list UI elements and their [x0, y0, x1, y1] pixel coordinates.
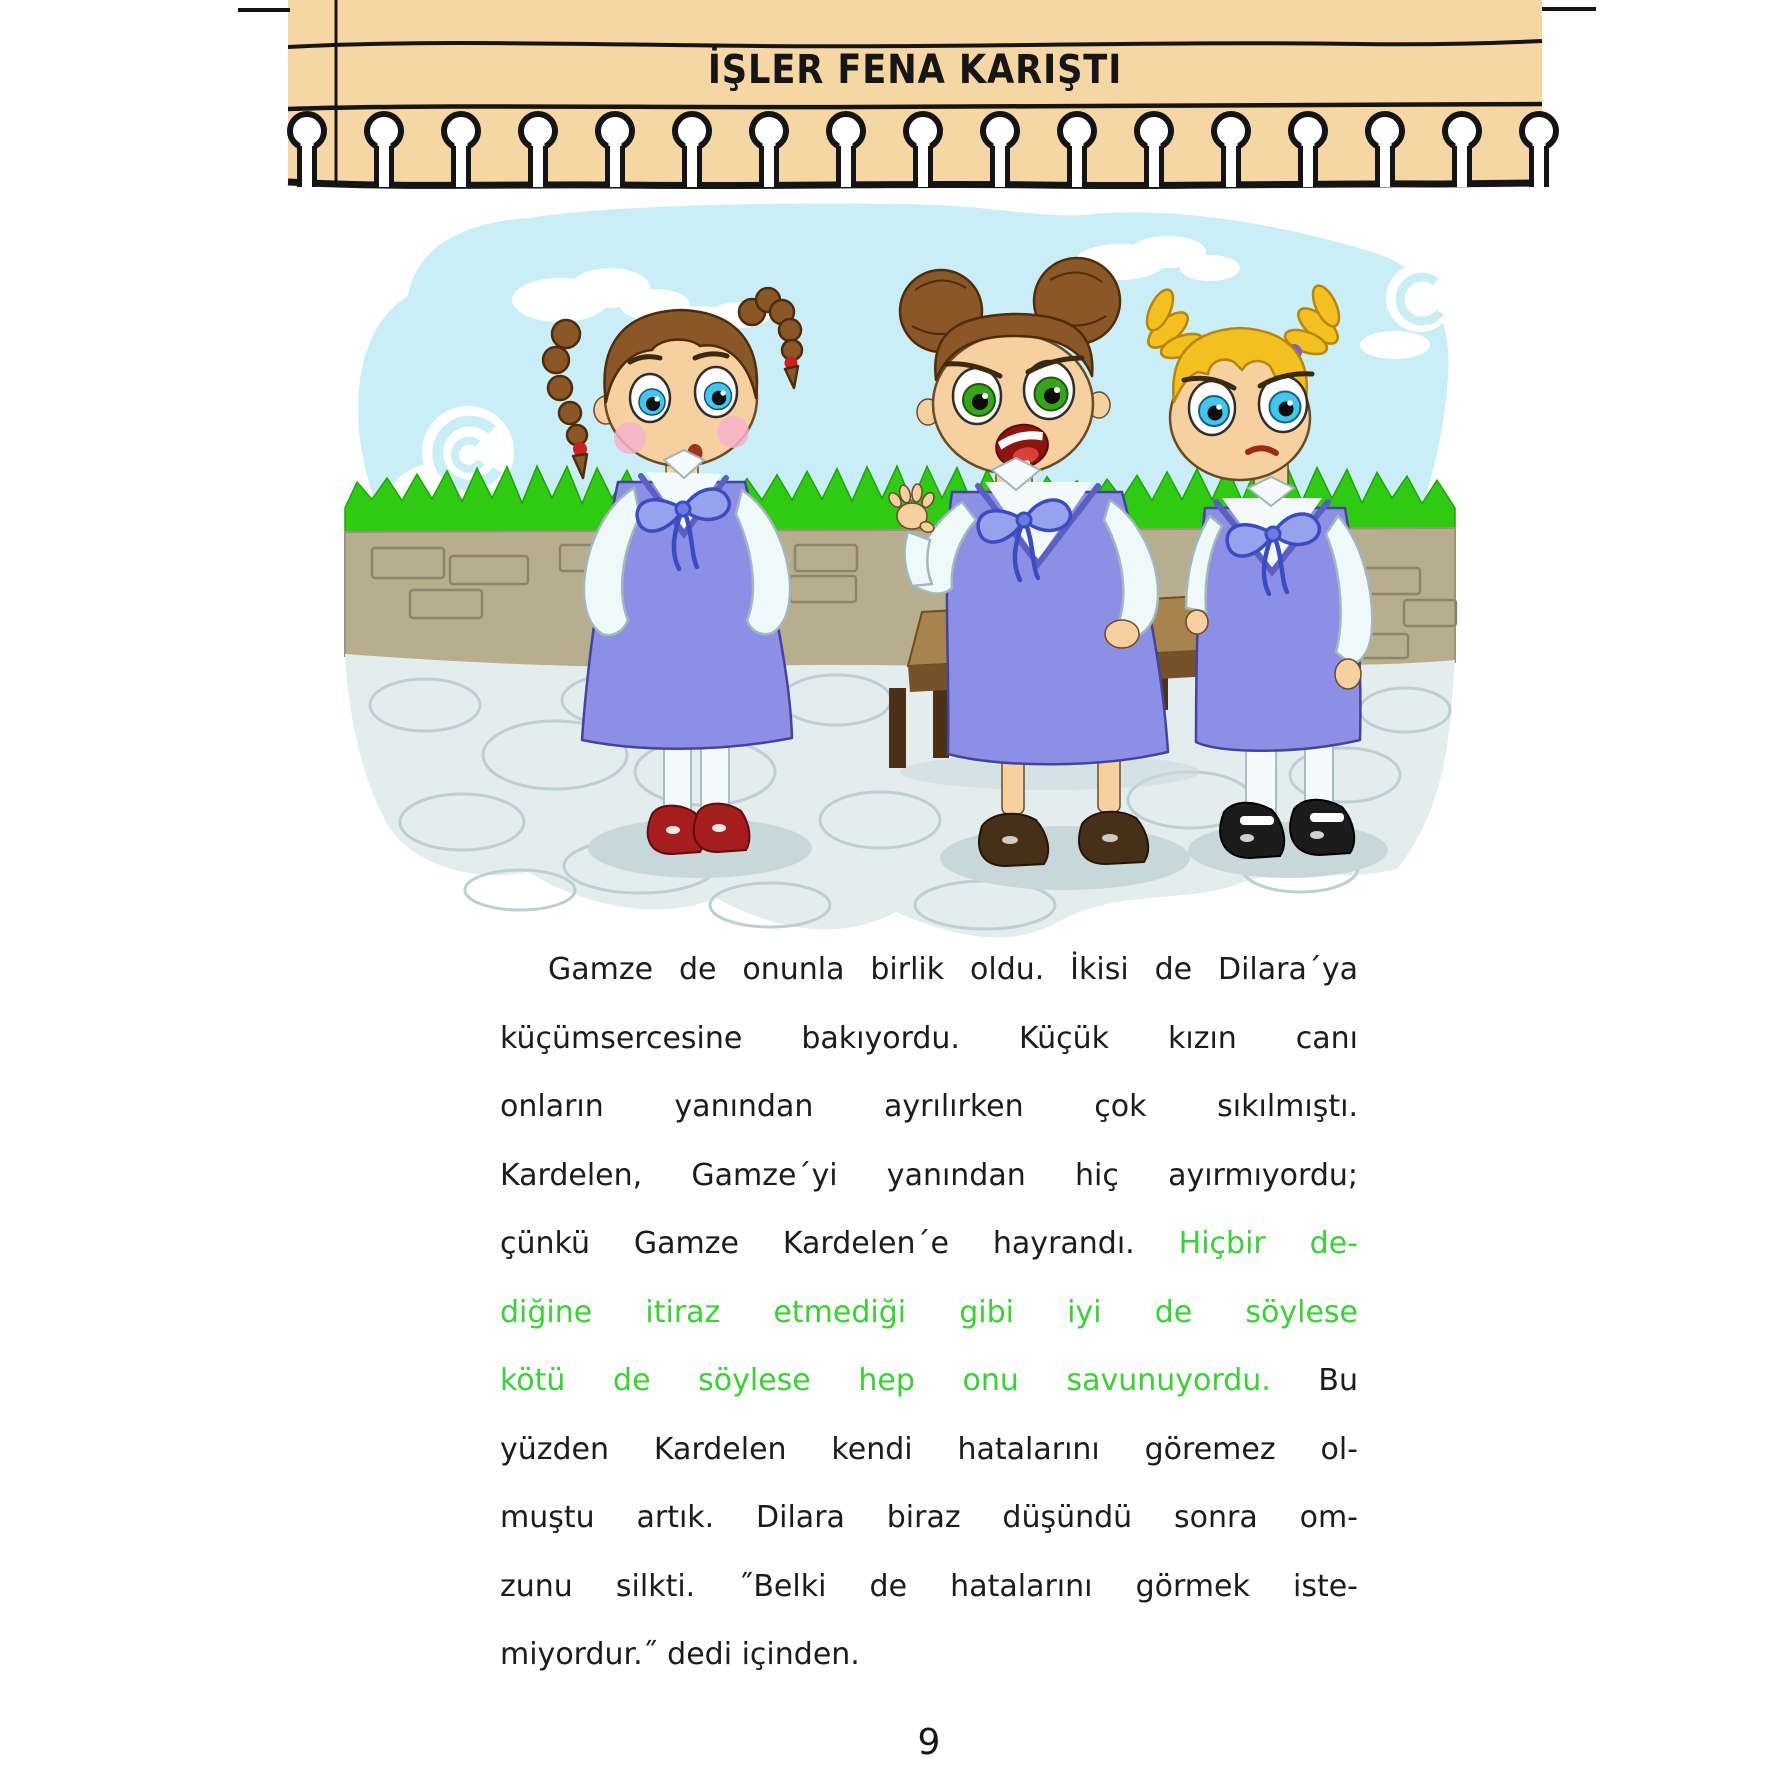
highlighted-text-segment: diğine itiraz etmediği gibi iyi de söylese — [500, 1294, 1358, 1330]
shadow-middle — [940, 826, 1190, 890]
page-number: 9 — [917, 1722, 941, 1763]
illustration — [0, 200, 1788, 1010]
cheek — [614, 422, 646, 454]
text-segment: onların yanından ayrılırken çok sıkılmıştı. — [500, 1089, 1358, 1124]
text-segment: muştu artık. Dilara biraz düşündü sonra om- — [500, 1500, 1358, 1535]
story-text — [500, 936, 1358, 1690]
text-segment: Kardelen, Gamze´yi yanından hiç ayırmıyordu; — [500, 1157, 1358, 1193]
cheek — [717, 416, 749, 448]
text-line — [500, 1142, 1358, 1211]
text-line — [500, 1621, 1358, 1690]
text-line — [500, 1005, 1358, 1074]
text-segment: Gamze de onunla birlik oldu. İkisi de Dilara´ya — [548, 952, 1358, 987]
text-line — [500, 1279, 1358, 1348]
text-line — [500, 936, 1358, 1005]
text-segment: küçümsercesine bakıyordu. Küçük kızın canı — [500, 1020, 1358, 1056]
text-line — [500, 1416, 1358, 1485]
text-segment: yüzden Kardelen kendi hatalarını göremez ol- — [500, 1431, 1358, 1467]
text-line — [500, 1210, 1358, 1279]
shadow-right — [1188, 822, 1388, 878]
highlighted-text-segment: kötü de söylese hep onu savunuyordu. — [500, 1363, 1319, 1398]
text-segment: miyordur.˝ dedi içinden. — [500, 1637, 860, 1672]
text-line — [500, 1347, 1358, 1416]
text-segment: Bu — [1318, 1363, 1358, 1398]
hand — [1335, 659, 1361, 689]
chapter-title: İŞLER FENA KARIŞTI — [707, 47, 1123, 93]
text-line — [500, 1484, 1358, 1553]
red-shoes-icon — [648, 804, 750, 854]
raised-forearm — [905, 532, 932, 586]
hand — [1186, 610, 1208, 634]
text-segment: çünkü Gamze Kardelen´e hayrandı. — [500, 1226, 1179, 1261]
notebook-banner — [0, 0, 1788, 200]
highlighted-text-segment: Hiçbir de- — [1178, 1226, 1358, 1261]
hand-on-hip — [1105, 620, 1139, 648]
text-segment: zunu silkti. ˝Belki de hatalarını görmek iste- — [500, 1568, 1358, 1604]
text-line — [500, 1073, 1358, 1142]
text-line — [500, 1553, 1358, 1622]
